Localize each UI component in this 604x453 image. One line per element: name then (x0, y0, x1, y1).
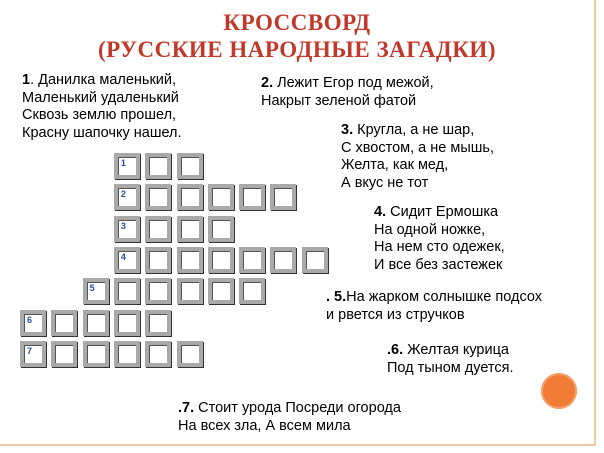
crossword-row-number: 5 (89, 283, 95, 294)
crossword-cell[interactable] (51, 310, 77, 336)
crossword-cell[interactable] (145, 310, 171, 336)
crossword-cell[interactable] (208, 184, 234, 210)
crossword-cell[interactable] (145, 247, 171, 273)
crossword-cell[interactable] (114, 184, 140, 210)
riddle-line: А вкус не тот (341, 174, 429, 191)
riddle-line: Сидит Ермошка (390, 204, 499, 220)
crossword-cell[interactable] (83, 278, 109, 304)
crossword-cell[interactable] (114, 341, 140, 367)
riddle-line: Сквозь землю прошел, (22, 107, 177, 123)
crossword-cell[interactable] (239, 184, 265, 210)
page-subtitle: (РУССКИЕ НАРОДНЫЕ ЗАГАДКИ) (98, 37, 496, 62)
crossword-cell[interactable] (83, 341, 109, 367)
riddle-number: . 5. (326, 289, 347, 305)
crossword-cell[interactable] (145, 216, 171, 242)
riddle-number: 1 (22, 72, 31, 88)
riddle-1 (22, 72, 182, 142)
crossword-cell[interactable] (145, 184, 171, 210)
riddle-3 (341, 122, 494, 192)
crossword-cell[interactable] (51, 341, 77, 367)
crossword-cell[interactable] (145, 341, 171, 367)
riddle-line: Стоит урода Посреди огорода (198, 400, 401, 416)
crossword-cell[interactable] (114, 153, 140, 179)
riddle-5 (326, 289, 542, 324)
crossword-cell[interactable] (208, 278, 234, 304)
crossword-cell[interactable] (208, 247, 234, 273)
riddle-line: С хвостом, а не мышь, (341, 139, 494, 156)
crossword-row-number: 2 (120, 189, 126, 200)
riddle-line: Красну шапочку нашел. (22, 124, 182, 141)
riddle-line: На жарком солнышке подсох (346, 289, 543, 305)
riddle-4 (374, 204, 505, 274)
riddle-number: 3. (341, 122, 354, 138)
crossword-row-number: 1 (120, 158, 126, 168)
crossword-cell[interactable] (114, 216, 140, 242)
crossword-cell[interactable] (270, 247, 296, 273)
riddle-line: и рвется из стручков (326, 306, 465, 323)
crossword-cell[interactable] (114, 310, 140, 336)
crossword-cell[interactable] (145, 278, 171, 304)
riddle-number: 4. (374, 204, 387, 220)
decorative-orange-circle (541, 373, 577, 409)
crossword-cell[interactable] (177, 341, 203, 367)
riddle-line: И все без застежек (374, 256, 503, 273)
riddle-line: Желтая курица (407, 342, 509, 358)
riddle-line: Под тыном дуется. (387, 359, 514, 376)
crossword-cell[interactable] (114, 247, 140, 273)
page-title: КРОССВОРД (223, 10, 371, 35)
riddle-line: Маленький удаленький (22, 89, 179, 106)
crossword-cell[interactable] (114, 278, 140, 304)
crossword-cell[interactable] (177, 184, 203, 210)
riddle-number: .6. (387, 342, 404, 358)
crossword-cell[interactable] (177, 216, 203, 242)
riddle-7 (178, 400, 401, 435)
crossword-cell[interactable] (177, 153, 203, 179)
crossword-cell[interactable] (83, 310, 109, 336)
crossword-cell[interactable] (302, 247, 328, 273)
riddle-line: На всех зла, А всем мила (178, 417, 351, 434)
riddle-line: Лежит Егор под межой, (277, 75, 434, 91)
crossword-cell[interactable] (145, 153, 171, 179)
riddle-6 (387, 342, 514, 377)
crossword-cell[interactable] (177, 247, 203, 273)
riddle-line: Желта, как мед, (341, 157, 449, 173)
riddle-line: Данилка маленький, (38, 72, 177, 88)
crossword-cell[interactable] (177, 278, 203, 304)
crossword-row-number: 7 (27, 345, 33, 356)
riddle-number: .7. (178, 400, 195, 416)
crossword-cell[interactable] (208, 216, 234, 242)
riddle-number: 2. (261, 75, 274, 91)
crossword-cell[interactable] (239, 278, 265, 304)
crossword-cell[interactable] (20, 310, 46, 336)
riddle-line: На одной ножке, (374, 221, 486, 238)
riddle-line: Накрыт зеленой фатой (261, 92, 417, 109)
riddle-line: Кругла, а не шар, (357, 122, 475, 138)
crossword-row-number: 3 (120, 220, 126, 231)
riddle-line: На нем сто одежек, (374, 239, 505, 255)
crossword-row-number: 4 (120, 251, 126, 262)
riddle-2 (261, 75, 434, 110)
riddle-separator: . (30, 72, 39, 88)
crossword-row-number: 6 (27, 314, 33, 325)
crossword-cell[interactable] (20, 341, 46, 367)
crossword-cell[interactable] (270, 184, 296, 210)
crossword-cell[interactable] (239, 247, 265, 273)
